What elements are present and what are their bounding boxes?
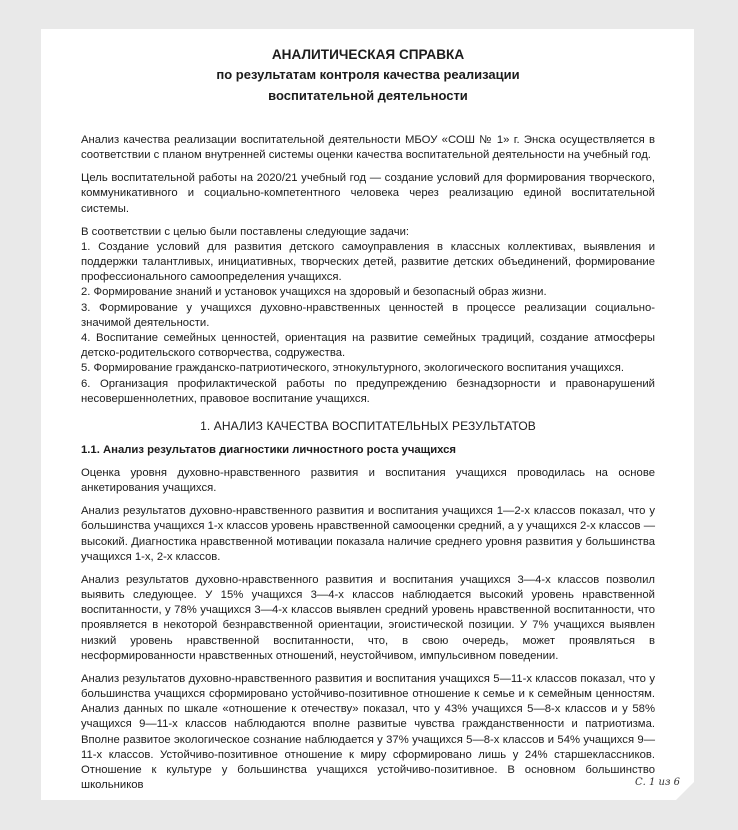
document-body bbox=[81, 133, 655, 794]
page-number: С. 1 из 6 bbox=[635, 777, 680, 788]
task-item: 4. Воспитание семейных ценностей, ориентация на развитие семейных традиций, создание атмосферы детско-родительского сотворчества, содружества. bbox=[81, 332, 655, 360]
document-page bbox=[41, 29, 694, 800]
title-line-3: воспитательной деятельности bbox=[268, 87, 468, 103]
page-corner-fold bbox=[676, 782, 694, 800]
title-line-2: по результатам контроля качества реализации bbox=[216, 67, 520, 82]
intro-paragraph-1: Анализ качества реализации воспитательной деятельности МБОУ «СОШ № 1» г. Энска осуществляется в соответствии с планом внутренней системы оценки качества воспитательной деятельности на учебный год. bbox=[81, 134, 655, 162]
body-paragraph: Оценка уровня духовно-нравственного развития и воспитания учащихся проводилась на основе анкетирования учащихся. bbox=[81, 467, 655, 495]
subsection-heading: 1.1. Анализ результатов диагностики личностного роста учащихся bbox=[81, 444, 457, 457]
body-paragraph: Анализ результатов духовно-нравственного развития и воспитания учащихся 5—11-х классов показал, что у большинства учащихся сформировано устойчиво-позитивное отношение к семье и к семейным ценностям. Анализ данных по шкале «отношение к отечеству» показал, что у 43% учащихся 5—8-х классов и у 58% учащихся 9—11-х классов наблюдаются вполне развитые чувства гражданственности и патриотизма. Вполне развитое экологическое сознание наблюдается у 37% учащихся 5—8-х классов и 54% учащихся 9—11-х классов. Устойчиво-позитивное отношение к миру сформировано лишь у 24% старшеклассников. Отношение к культуре у большинства учащихся устойчиво-позитивное. В основном большинство школьников bbox=[81, 672, 655, 792]
tasks-intro: В соответствии с целью были поставлены следующие задачи: bbox=[81, 225, 410, 238]
title-line-1: АНАЛИТИЧЕСКАЯ СПРАВКА bbox=[271, 47, 465, 62]
task-item: 3. Формирование у учащихся духовно-нравственных ценностей в процессе реализации социально-значимой деятельности. bbox=[81, 301, 655, 329]
tasks-list bbox=[81, 240, 655, 407]
intro-paragraph-2: Цель воспитательной работы на 2020/21 учебный год — создание условий для формирования творческого, коммуникативного и социально-компетентного человека через реализацию единой воспитательной системы. bbox=[81, 172, 655, 215]
task-item: 2. Формирование знаний и установок учащихся на здоровый и безопасный образ жизни. bbox=[81, 286, 547, 299]
section-heading: 1. АНАЛИЗ КАЧЕСТВА ВОСПИТАТЕЛЬНЫХ РЕЗУЛЬТАТОВ bbox=[200, 419, 536, 434]
body-paragraph: Анализ результатов духовно-нравственного развития и воспитания учащихся 3—4-х классов позволил выявить следующее. У 15% учащихся 3—4-х классов наблюдается высокий уровень нравственной воспитанности, у 78% учащихся 3—4-х классов выявлен средний уровень нравственной воспитанности, что проявляется в некоторой безнравственной ориентации, эгоистической позиции. У 7% учащихся выявлен низкий уровень нравственной воспитанности, что, в свою очередь, может проявляться в несформированности нравственных отношений, неустойчивом, импульсивном поведении. bbox=[81, 573, 655, 662]
document-title bbox=[81, 44, 655, 106]
body-paragraph: Анализ результатов духовно-нравственного развития и воспитания учащихся 1—2-х классов показал, что у большинства учащихся 1-х классов уровень нравственной самооценки средний, а у учащихся 2-х классов — высокий. Диагностика нравственной мотивации показала наличие среднего уровня развития у большинства учащихся 1-х, 2-х классов. bbox=[81, 505, 655, 563]
task-item: 6. Организация профилактической работы по предупреждению безнадзорности и правонарушений несовершеннолетних, правовое воспитание учащихся. bbox=[81, 377, 655, 405]
task-item: 5. Формирование гражданско-патриотического, этнокультурного, экологического воспитания учащихся. bbox=[81, 362, 624, 375]
task-item: 1. Создание условий для развития детского самоуправления в классных коллективах, выявления и поддержки талантливых, инициативных, творческих детей, развитие детских объединений, формирование профессионального самоопределения учащихся. bbox=[81, 240, 655, 284]
